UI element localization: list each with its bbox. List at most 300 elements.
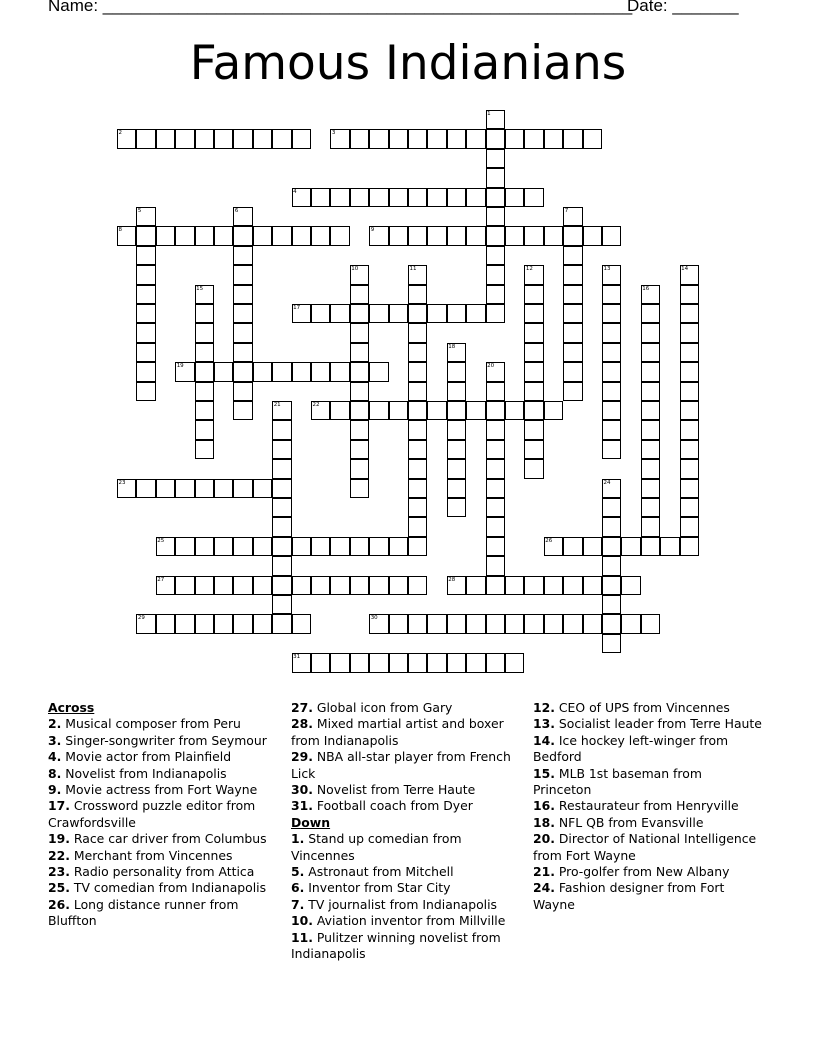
grid-cell[interactable]	[486, 576, 505, 595]
grid-cell[interactable]	[233, 246, 252, 265]
grid-cell[interactable]	[195, 129, 214, 148]
grid-cell[interactable]	[195, 304, 214, 323]
grid-cell[interactable]	[350, 537, 369, 556]
grid-cell[interactable]	[214, 537, 233, 556]
grid-cell[interactable]	[486, 265, 505, 284]
grid-cell[interactable]	[680, 498, 699, 517]
grid-cell[interactable]	[350, 459, 369, 478]
grid-cell[interactable]	[641, 459, 660, 478]
grid-cell[interactable]	[350, 479, 369, 498]
grid-cell[interactable]	[330, 401, 349, 420]
grid-cell[interactable]	[233, 129, 252, 148]
grid-cell[interactable]	[253, 226, 272, 245]
grid-cell[interactable]	[486, 498, 505, 517]
grid-cell[interactable]	[505, 226, 524, 245]
grid-cell[interactable]	[369, 537, 388, 556]
grid-cell[interactable]	[563, 304, 582, 323]
grid-cell[interactable]	[621, 576, 640, 595]
grid-cell[interactable]	[350, 129, 369, 148]
grid-cell[interactable]	[136, 129, 155, 148]
grid-cell[interactable]	[602, 576, 621, 595]
grid-cell[interactable]	[466, 401, 485, 420]
grid-cell[interactable]	[292, 614, 311, 633]
grid-cell[interactable]	[447, 440, 466, 459]
grid-cell[interactable]	[563, 285, 582, 304]
grid-cell[interactable]	[641, 440, 660, 459]
grid-cell[interactable]	[253, 129, 272, 148]
grid-cell[interactable]	[253, 614, 272, 633]
grid-cell[interactable]	[466, 226, 485, 245]
grid-cell[interactable]	[136, 323, 155, 342]
grid-cell[interactable]	[272, 517, 291, 536]
grid-cell[interactable]	[641, 479, 660, 498]
grid-cell[interactable]	[214, 226, 233, 245]
grid-cell[interactable]	[195, 401, 214, 420]
grid-cell[interactable]	[389, 304, 408, 323]
grid-cell[interactable]	[447, 362, 466, 381]
grid-cell[interactable]	[486, 188, 505, 207]
grid-cell[interactable]	[641, 614, 660, 633]
grid-cell[interactable]	[195, 576, 214, 595]
grid-cell[interactable]	[486, 207, 505, 226]
grid-cell[interactable]	[136, 265, 155, 284]
grid-cell[interactable]	[602, 634, 621, 653]
grid-cell[interactable]	[136, 246, 155, 265]
grid-cell[interactable]	[544, 576, 563, 595]
grid-cell[interactable]	[408, 537, 427, 556]
grid-cell[interactable]	[408, 614, 427, 633]
grid-cell[interactable]	[427, 304, 446, 323]
grid-cell[interactable]	[408, 362, 427, 381]
grid-cell[interactable]	[253, 576, 272, 595]
grid-cell[interactable]	[408, 188, 427, 207]
grid-cell[interactable]	[486, 440, 505, 459]
grid-cell[interactable]	[505, 188, 524, 207]
grid-cell[interactable]	[272, 576, 291, 595]
grid-cell[interactable]	[563, 362, 582, 381]
grid-cell[interactable]	[330, 653, 349, 672]
grid-cell[interactable]	[544, 401, 563, 420]
grid-cell[interactable]	[563, 226, 582, 245]
grid-cell[interactable]	[641, 498, 660, 517]
grid-cell[interactable]	[408, 401, 427, 420]
grid-cell[interactable]	[195, 362, 214, 381]
grid-cell[interactable]	[195, 226, 214, 245]
grid-cell[interactable]	[272, 459, 291, 478]
grid-cell[interactable]	[602, 440, 621, 459]
grid-cell[interactable]	[602, 382, 621, 401]
grid-cell[interactable]	[486, 285, 505, 304]
grid-cell[interactable]	[408, 420, 427, 439]
grid-cell[interactable]	[427, 188, 446, 207]
grid-cell[interactable]	[408, 323, 427, 342]
grid-cell[interactable]	[466, 653, 485, 672]
grid-cell[interactable]	[641, 343, 660, 362]
grid-cell[interactable]	[680, 401, 699, 420]
grid-cell[interactable]	[233, 285, 252, 304]
grid-cell[interactable]	[621, 537, 640, 556]
grid-cell[interactable]	[447, 498, 466, 517]
grid-cell[interactable]	[524, 459, 543, 478]
grid-cell[interactable]	[680, 440, 699, 459]
grid-cell[interactable]	[602, 595, 621, 614]
grid-cell[interactable]	[330, 188, 349, 207]
grid-cell[interactable]	[408, 440, 427, 459]
grid-cell[interactable]	[233, 343, 252, 362]
grid-cell[interactable]	[195, 479, 214, 498]
grid-cell[interactable]	[350, 285, 369, 304]
grid-cell[interactable]	[292, 576, 311, 595]
grid-cell[interactable]	[641, 517, 660, 536]
grid-cell[interactable]	[486, 168, 505, 187]
grid-cell[interactable]	[602, 420, 621, 439]
grid-cell[interactable]	[583, 614, 602, 633]
grid-cell[interactable]	[680, 537, 699, 556]
grid-cell[interactable]	[311, 653, 330, 672]
grid-cell[interactable]	[350, 323, 369, 342]
grid-cell[interactable]	[466, 576, 485, 595]
grid-cell[interactable]	[136, 226, 155, 245]
grid-cell[interactable]	[486, 420, 505, 439]
grid-cell[interactable]	[466, 614, 485, 633]
grid-cell[interactable]	[641, 537, 660, 556]
grid-cell[interactable]	[272, 595, 291, 614]
grid-cell[interactable]	[447, 129, 466, 148]
grid-cell[interactable]	[272, 226, 291, 245]
grid-cell[interactable]	[583, 537, 602, 556]
grid-cell[interactable]	[486, 304, 505, 323]
grid-cell[interactable]	[195, 420, 214, 439]
grid-cell[interactable]	[389, 226, 408, 245]
grid-cell[interactable]	[524, 285, 543, 304]
grid-cell[interactable]	[602, 498, 621, 517]
grid-cell[interactable]	[369, 304, 388, 323]
grid-cell[interactable]	[156, 129, 175, 148]
grid-cell[interactable]	[466, 304, 485, 323]
grid-cell[interactable]	[389, 614, 408, 633]
grid-cell[interactable]	[175, 129, 194, 148]
grid-cell[interactable]	[680, 343, 699, 362]
grid-cell[interactable]	[447, 304, 466, 323]
grid-cell[interactable]	[350, 382, 369, 401]
grid-cell[interactable]	[505, 129, 524, 148]
grid-cell[interactable]	[602, 285, 621, 304]
grid-cell[interactable]	[214, 479, 233, 498]
grid-cell[interactable]	[195, 614, 214, 633]
grid-cell[interactable]	[350, 653, 369, 672]
grid-cell[interactable]	[583, 129, 602, 148]
grid-cell[interactable]	[524, 362, 543, 381]
grid-cell[interactable]	[272, 556, 291, 575]
grid-cell[interactable]	[505, 653, 524, 672]
grid-cell[interactable]	[621, 614, 640, 633]
grid-cell[interactable]	[233, 537, 252, 556]
grid-cell[interactable]	[602, 517, 621, 536]
grid-cell[interactable]	[233, 614, 252, 633]
grid-cell[interactable]	[233, 265, 252, 284]
grid-cell[interactable]	[350, 440, 369, 459]
clue-text: Movie actress from Fort Wayne	[61, 782, 258, 798]
grid-cell[interactable]	[524, 614, 543, 633]
grid-cell[interactable]	[524, 304, 543, 323]
grid-cell[interactable]	[175, 614, 194, 633]
grid-cell[interactable]	[408, 343, 427, 362]
grid-cell[interactable]	[233, 401, 252, 420]
grid-cell[interactable]	[233, 382, 252, 401]
grid-cell[interactable]	[389, 537, 408, 556]
grid-cell[interactable]	[680, 459, 699, 478]
grid-cell[interactable]	[641, 304, 660, 323]
grid-cell[interactable]	[563, 382, 582, 401]
grid-cell[interactable]	[641, 420, 660, 439]
grid-cell[interactable]	[156, 614, 175, 633]
grid-cell[interactable]	[350, 420, 369, 439]
grid-cell[interactable]	[136, 343, 155, 362]
grid-cell[interactable]	[136, 382, 155, 401]
grid-cell[interactable]	[272, 129, 291, 148]
grid-cell[interactable]	[311, 362, 330, 381]
grid-cell[interactable]	[389, 401, 408, 420]
grid-cell[interactable]	[466, 129, 485, 148]
grid-cell[interactable]	[389, 129, 408, 148]
grid-cell[interactable]	[563, 265, 582, 284]
grid-cell[interactable]	[427, 129, 446, 148]
grid-cell[interactable]	[505, 401, 524, 420]
grid-cell[interactable]	[486, 614, 505, 633]
grid-cell[interactable]	[563, 576, 582, 595]
grid-cell[interactable]	[350, 576, 369, 595]
grid-cell[interactable]	[330, 537, 349, 556]
grid-cell[interactable]	[233, 226, 252, 245]
grid-cell[interactable]	[272, 362, 291, 381]
grid-cell[interactable]	[427, 226, 446, 245]
grid-cell[interactable]	[330, 576, 349, 595]
grid-cell[interactable]	[330, 226, 349, 245]
grid-cell[interactable]	[292, 129, 311, 148]
grid-cell[interactable]	[350, 401, 369, 420]
grid-cell[interactable]	[272, 498, 291, 517]
grid-cell[interactable]	[486, 149, 505, 168]
grid-cell[interactable]	[272, 537, 291, 556]
grid-cell[interactable]	[408, 382, 427, 401]
grid-cell[interactable]	[486, 401, 505, 420]
grid-cell[interactable]	[680, 304, 699, 323]
grid-cell[interactable]	[447, 459, 466, 478]
grid-cell[interactable]	[486, 653, 505, 672]
grid-cell[interactable]	[408, 479, 427, 498]
grid-cell[interactable]	[233, 362, 252, 381]
grid-cell[interactable]	[544, 129, 563, 148]
grid-cell[interactable]	[602, 343, 621, 362]
grid-cell[interactable]	[272, 420, 291, 439]
grid-cell[interactable]	[350, 304, 369, 323]
grid-cell[interactable]	[408, 498, 427, 517]
grid-cell[interactable]	[563, 323, 582, 342]
grid-cell[interactable]	[175, 226, 194, 245]
grid-cell[interactable]	[292, 226, 311, 245]
grid-cell[interactable]	[233, 479, 252, 498]
grid-cell[interactable]	[427, 653, 446, 672]
grid-cell[interactable]	[136, 479, 155, 498]
grid-cell[interactable]	[602, 614, 621, 633]
grid-cell[interactable]	[389, 653, 408, 672]
grid-cell[interactable]	[602, 401, 621, 420]
grid-cell[interactable]	[544, 226, 563, 245]
grid-cell[interactable]	[330, 304, 349, 323]
grid-cell[interactable]	[524, 382, 543, 401]
grid-cell[interactable]	[641, 362, 660, 381]
grid-cell[interactable]	[214, 362, 233, 381]
grid-cell[interactable]	[330, 362, 349, 381]
grid-cell[interactable]	[136, 304, 155, 323]
grid-cell[interactable]	[680, 517, 699, 536]
grid-cell[interactable]	[447, 479, 466, 498]
grid-cell[interactable]	[253, 537, 272, 556]
grid-cell[interactable]	[524, 226, 543, 245]
grid-cell[interactable]	[369, 362, 388, 381]
grid-cell[interactable]	[486, 479, 505, 498]
grid-cell[interactable]	[563, 537, 582, 556]
grid-cell[interactable]	[369, 188, 388, 207]
grid-cell[interactable]	[505, 576, 524, 595]
grid-cell[interactable]	[486, 537, 505, 556]
grid-cell[interactable]	[195, 343, 214, 362]
grid-cell[interactable]	[350, 343, 369, 362]
grid-cell[interactable]	[156, 226, 175, 245]
grid-cell[interactable]	[369, 576, 388, 595]
grid-cell[interactable]	[486, 556, 505, 575]
grid-cell[interactable]	[680, 382, 699, 401]
grid-cell[interactable]	[680, 479, 699, 498]
grid-cell[interactable]	[408, 129, 427, 148]
grid-cell[interactable]	[233, 304, 252, 323]
grid-cell[interactable]	[524, 420, 543, 439]
grid-cell[interactable]	[156, 479, 175, 498]
grid-cell[interactable]	[136, 285, 155, 304]
grid-cell[interactable]	[408, 285, 427, 304]
grid-cell[interactable]	[641, 401, 660, 420]
grid-cell[interactable]	[602, 323, 621, 342]
grid-cell[interactable]	[583, 226, 602, 245]
grid-cell[interactable]	[136, 362, 155, 381]
grid-cell[interactable]	[563, 246, 582, 265]
grid-cell[interactable]	[195, 382, 214, 401]
grid-cell[interactable]	[311, 226, 330, 245]
grid-cell[interactable]	[524, 401, 543, 420]
grid-cell[interactable]	[563, 343, 582, 362]
grid-cell[interactable]	[292, 362, 311, 381]
grid-cell[interactable]	[544, 614, 563, 633]
grid-cell[interactable]	[563, 614, 582, 633]
grid-cell[interactable]	[602, 362, 621, 381]
grid-cell[interactable]	[602, 556, 621, 575]
grid-cell[interactable]	[680, 285, 699, 304]
grid-cell[interactable]	[447, 401, 466, 420]
grid-cell[interactable]	[311, 188, 330, 207]
grid-cell[interactable]	[447, 382, 466, 401]
grid-cell[interactable]	[408, 226, 427, 245]
grid-cell[interactable]	[272, 440, 291, 459]
grid-cell[interactable]	[408, 653, 427, 672]
grid-cell[interactable]	[641, 323, 660, 342]
grid-cell[interactable]	[233, 576, 252, 595]
grid-cell[interactable]	[602, 537, 621, 556]
grid-cell[interactable]	[292, 537, 311, 556]
grid-cell[interactable]	[350, 362, 369, 381]
grid-cell[interactable]	[195, 537, 214, 556]
grid-cell[interactable]	[311, 304, 330, 323]
grid-cell[interactable]	[350, 188, 369, 207]
grid-cell[interactable]	[447, 653, 466, 672]
grid-cell[interactable]	[272, 479, 291, 498]
grid-cell[interactable]	[214, 129, 233, 148]
grid-cell[interactable]	[272, 614, 291, 633]
grid-cell[interactable]	[486, 226, 505, 245]
grid-cell[interactable]	[408, 576, 427, 595]
grid-cell[interactable]	[524, 343, 543, 362]
grid-cell[interactable]	[233, 323, 252, 342]
grid-cell[interactable]	[486, 246, 505, 265]
grid-cell[interactable]	[486, 459, 505, 478]
grid-cell[interactable]	[680, 323, 699, 342]
grid-cell[interactable]	[214, 614, 233, 633]
grid-cell[interactable]	[641, 382, 660, 401]
grid-cell[interactable]	[466, 188, 485, 207]
grid-cell[interactable]	[447, 188, 466, 207]
grid-cell[interactable]	[680, 420, 699, 439]
grid-cell[interactable]	[524, 440, 543, 459]
grid-cell[interactable]	[505, 614, 524, 633]
grid-cell[interactable]	[214, 576, 233, 595]
grid-cell[interactable]	[175, 576, 194, 595]
grid-cell[interactable]	[583, 576, 602, 595]
grid-cell[interactable]	[253, 479, 272, 498]
grid-cell[interactable]	[602, 226, 621, 245]
grid-cell[interactable]	[524, 188, 543, 207]
grid-cell[interactable]	[486, 382, 505, 401]
grid-cell[interactable]	[311, 537, 330, 556]
grid-cell[interactable]	[195, 323, 214, 342]
grid-cell[interactable]	[389, 188, 408, 207]
grid-cell[interactable]	[563, 129, 582, 148]
grid-cell[interactable]	[660, 537, 679, 556]
grid-cell[interactable]	[369, 401, 388, 420]
grid-cell[interactable]	[369, 653, 388, 672]
grid-cell[interactable]	[311, 576, 330, 595]
grid-cell[interactable]	[447, 614, 466, 633]
grid-cell[interactable]	[680, 362, 699, 381]
grid-cell[interactable]	[253, 362, 272, 381]
grid-cell[interactable]	[175, 537, 194, 556]
grid-cell[interactable]	[408, 459, 427, 478]
grid-cell[interactable]	[486, 129, 505, 148]
grid-cell[interactable]	[524, 323, 543, 342]
grid-cell[interactable]	[369, 129, 388, 148]
grid-cell[interactable]	[447, 226, 466, 245]
grid-cell[interactable]	[447, 420, 466, 439]
grid-cell[interactable]	[408, 517, 427, 536]
grid-cell[interactable]	[175, 479, 194, 498]
grid-cell[interactable]	[602, 304, 621, 323]
grid-cell[interactable]	[524, 129, 543, 148]
grid-cell[interactable]	[408, 304, 427, 323]
grid-cell[interactable]	[427, 401, 446, 420]
grid-cell[interactable]	[195, 440, 214, 459]
grid-cell[interactable]	[427, 614, 446, 633]
grid-cell[interactable]	[486, 517, 505, 536]
grid-cell[interactable]	[389, 576, 408, 595]
grid-cell[interactable]	[524, 576, 543, 595]
